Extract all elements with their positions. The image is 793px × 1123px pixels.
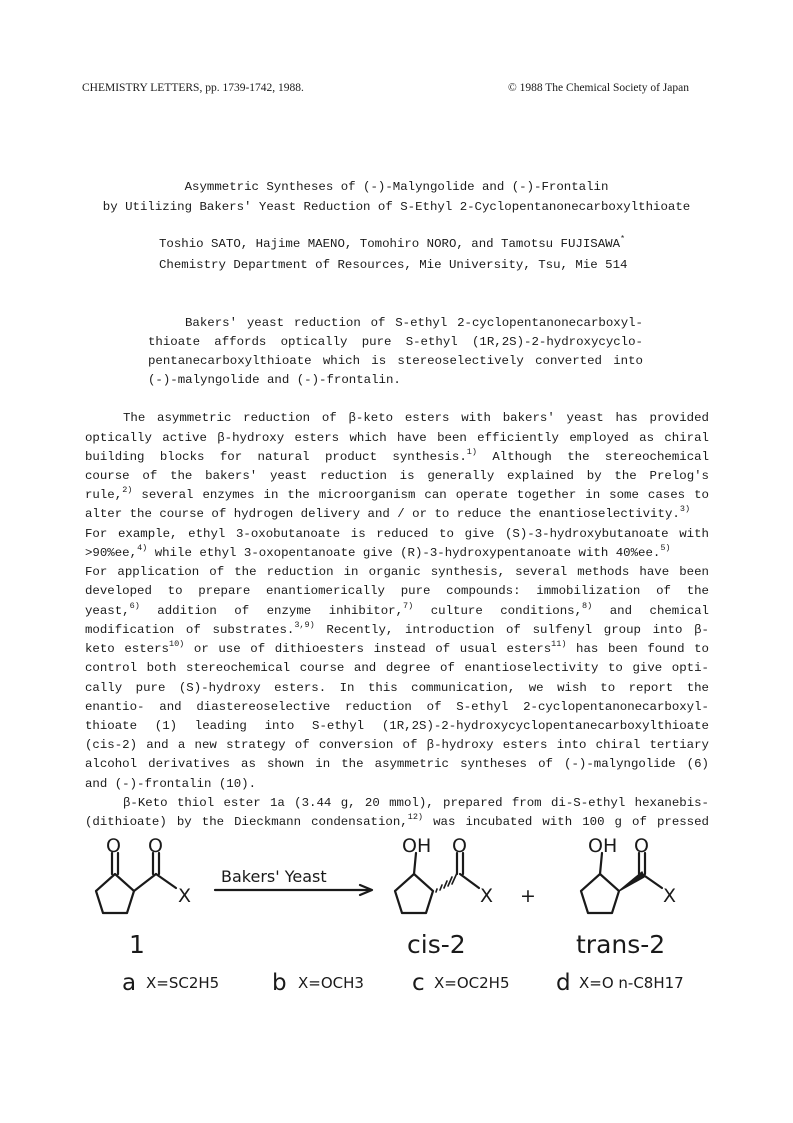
oxygen-atom: O <box>634 835 649 857</box>
body-line: For application of the reduction in organic synthesis, several methods have been <box>85 565 709 579</box>
series-a-definition: X=SC2H5 <box>146 974 220 992</box>
author-names: Toshio SATO, Hajime MAENO, Tomohiro NORO, and Tamotsu FUJISAWA <box>159 237 621 251</box>
body-line <box>85 639 709 656</box>
cyclopentane-ring <box>581 874 619 913</box>
oxygen-atom: O <box>452 835 467 857</box>
compound-label-trans-2: trans-2 <box>576 930 666 959</box>
reagent-label: Bakers' Yeast <box>221 867 327 886</box>
body-line: The asymmetric reduction of β-keto esters with bakers' yeast has provided <box>123 411 709 425</box>
reference-mark: 11) <box>551 639 567 649</box>
paper-title-line-2: by Utilizing Bakers' Yeast Reduction of S-Ethyl 2-Cyclopentanonecarboxylthioate <box>102 200 691 214</box>
body-line: For example, ethyl 3-oxobutanoate is reduced to give (S)-3-hydroxybutanoate with <box>85 527 709 541</box>
body-text: building blocks for natural product synthesis. <box>85 450 467 464</box>
cyclopentane-ring <box>395 874 433 913</box>
series-letter-d: d <box>556 970 571 996</box>
compound-label-cis-2: cis-2 <box>407 930 466 959</box>
oxygen-atom: O <box>106 835 121 857</box>
body-text: was incubated with 100 g of pressed <box>423 815 709 829</box>
body-line: (cis-2) and a new strategy of conversion of β-hydroxy esters into chiral tertiary <box>85 738 709 752</box>
author-list <box>159 234 626 251</box>
body-text: culture conditions, <box>413 604 583 618</box>
author-footnote-mark: * <box>620 234 626 244</box>
x-substituent: X <box>178 885 192 907</box>
reference-mark: 5) <box>660 543 671 553</box>
abstract-line: thioate affords optically pure S-ethyl (1R,2S)-2-hydroxycyclo- <box>148 335 643 349</box>
body-text: >90%ee, <box>85 546 138 560</box>
paper-title-line-1: Asymmetric Syntheses of (-)-Malyngolide and (-)-Frontalin <box>184 180 609 194</box>
x-substituent: X <box>480 885 494 907</box>
reference-mark: 10) <box>168 639 185 649</box>
body-line <box>85 543 671 560</box>
body-text: and chemical <box>592 604 709 618</box>
oxygen-atom: O <box>148 835 163 857</box>
series-letter-c: c <box>412 970 425 996</box>
reference-mark: 1) <box>466 447 477 457</box>
body-line: β-Keto thiol ester 1a (3.44 g, 20 mmol), prepared from di-S-ethyl hexanebis- <box>123 796 709 810</box>
body-line <box>85 485 709 502</box>
body-text: yeast, <box>85 604 130 618</box>
body-line: cally pure (S)-hydroxy esters. In this communication, we wish to report the <box>85 681 709 695</box>
body-text: (dithioate) by the Dieckmann condensation, <box>85 815 408 829</box>
series-letter-a: a <box>122 970 137 996</box>
body-text: keto esters <box>85 642 169 656</box>
reference-mark: 2) <box>122 485 133 495</box>
body-line <box>85 812 709 829</box>
single-bond <box>460 874 479 888</box>
body-line <box>85 620 709 637</box>
abstract-line: (-)-malyngolide and (-)-frontalin. <box>148 373 401 387</box>
body-text: several enzymes in the microorganism can operate together in some cases to <box>132 488 709 502</box>
body-text: addition of enzyme inhibitor, <box>139 604 404 618</box>
series-d-definition: X=O n-C8H17 <box>579 974 684 992</box>
body-line: course of the bakers' yeast reduction is generally explained by the Prelog's <box>85 469 709 483</box>
reference-mark: 7) <box>403 601 414 611</box>
copyright-notice: © 1988 The Chemical Society of Japan <box>508 82 689 94</box>
body-text: Although the stereochemical <box>492 450 710 464</box>
body-line: and (-)-frontalin (10). <box>85 777 257 791</box>
single-bond <box>134 874 156 891</box>
compound-trans-2-structure <box>581 853 662 913</box>
body-text: or use of dithioesters instead of usual esters <box>184 642 552 656</box>
solid-wedge-bond <box>619 872 644 891</box>
body-text: alter the course of hydrogen delivery and / or to reduce the enantioselectivity. <box>85 507 680 521</box>
body-line: control both stereochemical course and degree of enantioselectivity to give opti- <box>85 661 709 675</box>
single-bond <box>156 874 176 888</box>
compound-1-structure <box>96 853 176 913</box>
body-line <box>85 601 709 618</box>
body-text: has been found to <box>566 642 709 656</box>
hydroxyl-label: OH <box>588 835 618 857</box>
body-line: enantio- and diastereoselective reduction of S-ethyl 2-cyclopentanonecarboxyl- <box>85 700 709 714</box>
body-text: while ethyl 3-oxopentanoate give (R)-3-hydroxypentanoate with 40%ee. <box>147 546 661 560</box>
body-text: Recently, introduction of sulfenyl group into β- <box>314 623 709 637</box>
reference-mark: 6) <box>129 601 140 611</box>
reference-mark: 8) <box>582 601 593 611</box>
reference-mark: 3) <box>679 504 691 514</box>
body-line <box>85 504 691 521</box>
body-text: rule, <box>85 488 123 502</box>
single-bond <box>642 874 662 888</box>
abstract-line: Bakers' yeast reduction of S-ethyl 2-cyclopentanonecarboxyl- <box>185 316 643 330</box>
cyclopentane-ring <box>96 874 134 913</box>
body-line: thioate (1) leading into S-ethyl (1R,2S)-2-hydroxycyclopentanecarboxylthioate <box>85 719 709 733</box>
plus-sign: + <box>520 885 536 907</box>
body-line: alcohol derivatives as shown in the asymmetric syntheses of (-)-malyngolide (6) <box>85 757 709 771</box>
body-line: developed to prepare enantiomerically pure compounds: immobilization of the <box>85 584 709 598</box>
abstract-line: pentanecarboxylthioate which is stereoselectively converted into <box>148 354 643 368</box>
series-b-definition: X=OCH3 <box>298 974 364 992</box>
body-line: optically active β-hydroxy esters which have been efficiently employed as chiral <box>85 431 709 445</box>
journal-header: CHEMISTRY LETTERS, pp. 1739-1742, 1988. <box>82 82 304 94</box>
reference-mark: 12) <box>407 812 424 822</box>
hydroxyl-label: OH <box>402 835 432 857</box>
reaction-scheme <box>0 830 793 1000</box>
body-line <box>85 447 710 464</box>
hashed-wedge-bond <box>436 873 457 892</box>
compound-label-1: 1 <box>129 930 145 959</box>
x-substituent: X <box>663 885 677 907</box>
reference-mark: 4) <box>137 543 148 553</box>
series-c-definition: X=OC2H5 <box>434 974 510 992</box>
affiliation: Chemistry Department of Resources, Mie University, Tsu, Mie 514 <box>159 258 628 272</box>
series-letter-b: b <box>272 970 287 996</box>
reference-mark: 3,9) <box>294 620 315 630</box>
compound-cis-2-structure <box>395 853 479 913</box>
body-text: modification of substrates. <box>85 623 295 637</box>
